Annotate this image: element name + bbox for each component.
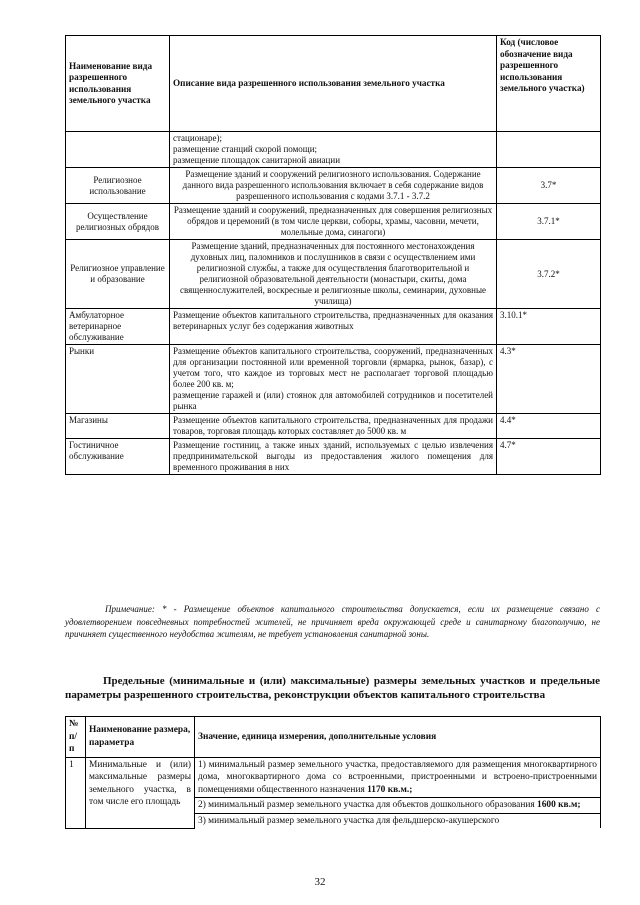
header-code: Код (числовое обозначение вида разрешенного использования земельного участка) — [497, 36, 601, 132]
continuation-line: размещение площадок санитарной авиации — [173, 155, 341, 165]
value-bold: 1600 кв.м; — [537, 800, 581, 810]
cell-name: Магазины — [66, 414, 170, 439]
cell-name: Амбулаторное ветеринарное обслуживание — [66, 309, 170, 345]
header-name: Наименование вида разрешенного использования земельного участка — [66, 36, 170, 132]
table-row — [66, 240, 601, 309]
cell-code: 4.4* — [497, 414, 601, 439]
parameters-table — [65, 716, 601, 829]
table-row — [66, 204, 601, 240]
section-heading: Предельные (минимальные и (или) максимальные) размеры земельных участков и предельные параметры разрешенного строительства, реконструкции объектов капитального строительства — [65, 675, 600, 701]
cell-description: Размещение объектов капитального строительства, предназначенных для оказания ветеринарных услуг без содержания животных — [170, 309, 497, 345]
value-item — [195, 757, 601, 798]
cell-name: Религиозное использование — [66, 168, 170, 204]
cell-description: Размещение объектов капитального строительства, предназначенных для продажи товаров, торговая площадь которых составляет до 5000 кв. м — [170, 414, 497, 439]
table-footnote: Примечание: * - Размещение объектов капитального строительства допускается, если их размещение связано с удовлетворением повседневных потребностей жителей, не причиняет вреда окружающей среде и санитарному благополучию, не причиняет существенного неудобства жителям, не требует установления санитарной зоны. — [65, 604, 600, 639]
header-parameter: Наименование размера, параметра — [86, 717, 195, 758]
cell-parameter: Минимальные и (или) максимальные размеры земельного участка, в том числе его площадь — [86, 757, 195, 828]
cell-name: Гостиничное обслуживание — [66, 439, 170, 475]
value-text: 2) минимальный размер земельного участка для объектов дошкольного образования — [198, 800, 538, 810]
cell-code: 3.7* — [497, 168, 601, 204]
table-row — [66, 309, 601, 345]
continuation-line: размещение станций скорой помощи; — [173, 144, 318, 154]
value-text: 1) минимальный размер земельного участка, предоставляемого для размещения многоквартирного дома, многоквартирного дома со встроенными, пристроенными и встроено-пристроенными помещениями общественного назначения — [198, 759, 597, 795]
value-bold: 1170 кв.м.; — [367, 784, 413, 795]
cell-code: 3.7.2* — [497, 240, 601, 309]
cell-number: 1 — [66, 757, 86, 828]
continuation-line: стационаре); — [173, 133, 222, 143]
header-description: Описание вида разрешенного использования земельного участка — [170, 36, 497, 132]
cell-description: Размещение гостиниц, а также иных зданий, используемых с целью извлечения предпринимательской выгоды из предоставления жилого помещения для временного проживания в них — [170, 439, 497, 475]
table-header-row — [66, 36, 601, 132]
cell-name: Осуществление религиозных обрядов — [66, 204, 170, 240]
cell-description: Размещение зданий и сооружений религиозного использования. Содержание данного вида разрешенного использования включает в себя содержание видов разрешенного использования с кодами 3.7.1 - 3.7.2 — [170, 168, 497, 204]
table-row — [66, 439, 601, 475]
cell-code — [497, 132, 601, 168]
cell-name — [66, 132, 170, 168]
table-header-row — [66, 717, 601, 758]
value-item — [195, 798, 601, 814]
cell-name: Рынки — [66, 345, 170, 414]
page-number: 32 — [314, 876, 326, 888]
table-row — [66, 757, 601, 798]
cell-name: Религиозное управление и образование — [66, 240, 170, 309]
header-number: № п/п — [66, 717, 86, 758]
cell-description — [170, 132, 497, 168]
table-row — [66, 168, 601, 204]
cell-description: Размещение зданий, предназначенных для постоянного местонахождения духовных лиц, паломников и послушников в связи с осуществлением ими религиозной службы, а также для осуществления благотворительной и религиозной образовательной деятельности (монастыри, скиты, дома священнослужителей, воскресные и религиозные школы, семинарии, духовные училища) — [170, 240, 497, 309]
table-row — [66, 132, 601, 168]
cell-code: 4.7* — [497, 439, 601, 475]
land-use-table — [65, 35, 601, 475]
table-row — [66, 414, 601, 439]
value-text: 3) минимальный размер земельного участка для фельдшерско-акушерского — [198, 815, 500, 826]
cell-description — [170, 345, 497, 414]
cell-description: Размещение зданий и сооружений, предназначенных для совершения религиозных обрядов и церемоний (в том числе церкви, соборы, храмы, часовни, мечети, молельные дома, синагоги) — [170, 204, 497, 240]
description-paragraph: Размещение объектов капитального строительства, сооружений, предназначенных для организации постоянной или временной торговли (ярмарка, рынок, базар), с учетом того, что каждое из торговых мест не располагает торговой площадью более 200 кв. м; — [173, 346, 493, 389]
cell-code: 4.3* — [497, 345, 601, 414]
cell-code: 3.7.1* — [497, 204, 601, 240]
cell-code: 3.10.1* — [497, 309, 601, 345]
description-paragraph: размещение гаражей и (или) стоянок для автомобилей сотрудников и посетителей рынка — [173, 390, 493, 411]
table-row — [66, 345, 601, 414]
header-value: Значение, единица измерения, дополнительные условия — [195, 717, 601, 758]
value-item — [195, 813, 601, 828]
